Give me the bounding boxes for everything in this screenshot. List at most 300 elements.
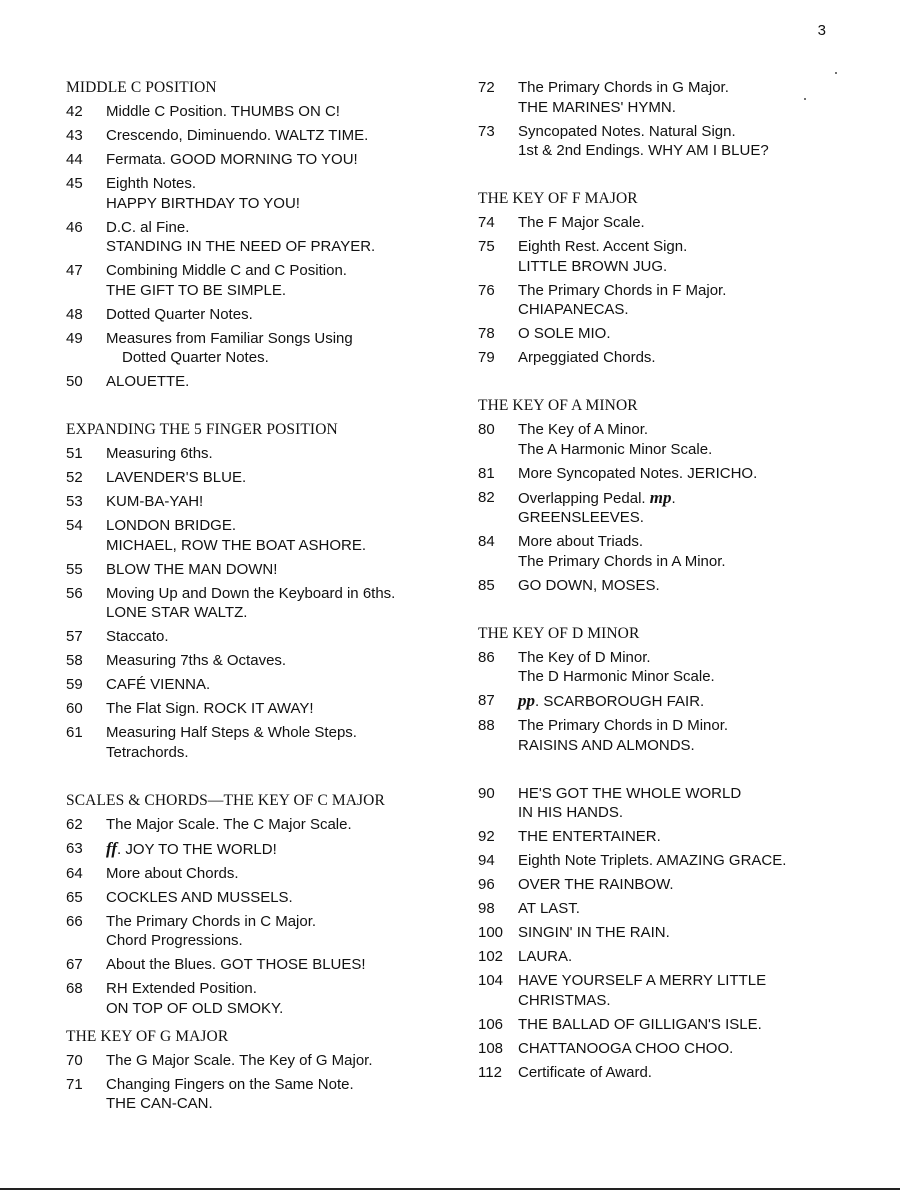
section-spacer <box>478 165 878 189</box>
section-spacer <box>66 396 461 420</box>
lesson-title-text: More Syncopated Notes. JERICHO. <box>518 464 758 482</box>
contents-entry <box>66 218 461 257</box>
lesson-page-number: 96 <box>478 876 495 893</box>
lesson-title-text: Syncopated Notes. Natural Sign. <box>518 122 736 140</box>
contents-entry <box>478 899 878 919</box>
lesson-page-number: 79 <box>478 349 495 366</box>
lesson-title-text: The D Harmonic Minor Scale. <box>518 668 715 685</box>
contents-entry <box>478 237 878 276</box>
lesson-title-line <box>518 488 878 509</box>
lesson-title-line <box>106 444 461 464</box>
lesson-title-text: 1st & 2nd Endings. WHY AM I BLUE? <box>518 142 769 159</box>
lesson-title-text: Changing Fingers on the Same Note. <box>106 1075 354 1093</box>
lesson-title-line <box>518 281 878 301</box>
lesson-page-number: 48 <box>66 305 83 323</box>
lesson-title <box>518 576 878 596</box>
lesson-page-number: 59 <box>66 676 83 693</box>
contents-entry <box>66 651 461 671</box>
contents-entry <box>478 532 878 571</box>
lesson-title <box>106 218 461 257</box>
lesson-title-line <box>518 667 878 687</box>
lesson-title-text: ON TOP OF OLD SMOKY. <box>106 999 284 1017</box>
lesson-title-line <box>518 420 878 440</box>
lesson-page-number: 82 <box>478 488 495 506</box>
lesson-title-text: The Primary Chords in A Minor. <box>518 552 726 570</box>
lesson-title <box>518 691 878 712</box>
lesson-title-line <box>518 141 878 161</box>
lesson-title <box>106 516 461 555</box>
lesson-title-text: RAISINS AND ALMONDS. <box>518 736 695 754</box>
lesson-title-line <box>106 651 461 671</box>
lesson-title <box>518 1063 878 1083</box>
lesson-page-number: 90 <box>478 784 495 802</box>
lesson-title <box>518 1015 878 1035</box>
contents-entry <box>66 675 461 695</box>
lesson-title <box>106 492 461 512</box>
lesson-title-text: LAURA. <box>518 948 573 965</box>
lesson-title-text: The A Harmonic Minor Scale. <box>518 440 713 458</box>
lesson-title <box>106 651 461 671</box>
lesson-page-number: 104 <box>478 972 504 989</box>
lesson-title-text: O SOLE MIO. <box>518 325 611 342</box>
lesson-page-number: 102 <box>478 948 504 965</box>
contents-entry <box>478 348 878 368</box>
contents-entry <box>66 699 461 719</box>
lesson-title <box>518 851 878 871</box>
contents-entry <box>66 492 461 512</box>
lesson-title-line <box>518 1015 878 1035</box>
lesson-title <box>106 1051 461 1071</box>
lesson-title <box>518 122 878 161</box>
lesson-title <box>106 864 461 884</box>
lesson-title-line <box>106 955 461 975</box>
contents-entry <box>66 912 461 951</box>
lesson-title-line <box>106 468 461 488</box>
contents-entry <box>66 150 461 170</box>
lesson-title-line <box>106 305 461 325</box>
lesson-title <box>518 1039 878 1059</box>
lesson-title-line <box>106 102 461 122</box>
contents-entry <box>478 923 878 943</box>
lesson-title-line <box>106 237 461 257</box>
contents-entry <box>478 78 878 117</box>
lesson-title-text: The Major Scale. The C Major Scale. <box>106 815 352 833</box>
dynamic-marking: mp <box>649 487 672 507</box>
contents-entry <box>66 560 461 580</box>
lesson-title-text: More about Triads. <box>518 533 644 550</box>
lesson-title-line <box>106 603 461 623</box>
lesson-title-text: GO DOWN, MOSES. <box>518 576 660 594</box>
lesson-page-number: 58 <box>66 652 83 669</box>
lesson-page-number: 62 <box>66 815 83 833</box>
lesson-title <box>106 468 461 488</box>
lesson-page-number: 43 <box>66 127 83 144</box>
contents-column-left <box>66 78 461 1118</box>
lesson-title-line <box>106 864 461 884</box>
lesson-title-text: CHRISTMAS. <box>518 991 611 1009</box>
lesson-title-line <box>106 492 461 512</box>
contents-entry <box>66 864 461 884</box>
lesson-page-number: 47 <box>66 262 83 279</box>
lesson-title-text: Measuring 6ths. <box>106 445 213 462</box>
lesson-title-line <box>518 122 878 142</box>
lesson-title-text: Staccato. <box>106 628 169 645</box>
lesson-page-number: 84 <box>478 533 495 550</box>
lesson-title-line <box>518 923 878 943</box>
lesson-title <box>518 348 878 368</box>
section-heading: THE KEY OF F MAJOR <box>478 190 638 207</box>
contents-entry <box>66 723 461 762</box>
lesson-title-line <box>518 464 878 484</box>
lesson-page-number: 56 <box>66 584 83 602</box>
lesson-title-line <box>518 532 878 552</box>
lesson-title <box>518 213 878 233</box>
lesson-title-text: THE GIFT TO BE SIMPLE. <box>106 281 287 299</box>
page-number: 3 <box>817 22 826 39</box>
lesson-page-number: 74 <box>478 214 495 231</box>
contents-entry <box>66 102 461 122</box>
lesson-title <box>106 1075 461 1114</box>
contents-entry <box>66 174 461 213</box>
lesson-title-text: ALOUETTE. <box>106 373 190 390</box>
lesson-title-line <box>518 552 878 572</box>
contents-entry <box>66 815 461 835</box>
lesson-page-number: 49 <box>66 329 83 347</box>
contents-entry <box>66 1075 461 1114</box>
lesson-title-text: Overlapping Pedal. <box>518 489 646 507</box>
lesson-title-text: The F Major Scale. <box>518 214 645 231</box>
contents-column-right <box>478 78 878 1087</box>
section-heading: MIDDLE C POSITION <box>66 79 217 96</box>
lesson-title-line <box>106 627 461 647</box>
lesson-title-text: LITTLE BROWN JUG. <box>518 257 668 275</box>
lesson-title-text: The Primary Chords in G Major. <box>518 79 729 96</box>
lesson-title-text: Certificate of Award. <box>518 1063 652 1081</box>
contents-entry <box>478 716 878 755</box>
lesson-page-number: 52 <box>66 469 83 486</box>
lesson-title-line <box>106 174 461 194</box>
lesson-page-number: 112 <box>478 1063 502 1081</box>
scan-speck <box>804 98 806 100</box>
lesson-title <box>518 324 878 344</box>
lesson-title <box>518 237 878 276</box>
contents-entry <box>66 261 461 300</box>
lesson-title-line <box>106 372 461 392</box>
lesson-title-text: . SCARBOROUGH FAIR. <box>535 693 705 710</box>
lesson-title-text: Dotted Quarter Notes. <box>106 305 253 323</box>
contents-entry <box>478 691 878 712</box>
lesson-title-line <box>106 560 461 580</box>
lesson-title-line <box>106 888 461 908</box>
contents-entry <box>478 971 878 1010</box>
scan-speck <box>835 72 837 74</box>
lesson-title-text: COCKLES AND MUSSELS. <box>106 888 293 906</box>
lesson-title-text: Arpeggiated Chords. <box>518 349 656 366</box>
contents-entry <box>478 213 878 233</box>
lesson-title-line <box>518 691 878 712</box>
section-heading: THE KEY OF D MINOR <box>478 624 640 642</box>
lesson-page-number: 64 <box>66 864 83 882</box>
lesson-title-line <box>518 576 878 596</box>
lesson-title <box>518 923 878 943</box>
lesson-title-line <box>518 899 878 919</box>
lesson-title-line <box>106 150 461 170</box>
lesson-page-number: 78 <box>478 325 495 342</box>
contents-entry <box>66 372 461 392</box>
lesson-title <box>106 912 461 951</box>
lesson-page-number: 63 <box>66 839 83 857</box>
lesson-title-text: The Key of A Minor. <box>518 421 649 438</box>
lesson-title-text: OVER THE RAINBOW. <box>518 876 674 893</box>
page-edge-line <box>0 1188 900 1190</box>
lesson-page-number: 65 <box>66 888 83 906</box>
lesson-title-line <box>106 1094 461 1114</box>
lesson-title <box>106 174 461 213</box>
lesson-title <box>106 444 461 464</box>
contents-entry <box>478 1039 878 1059</box>
contents-entry <box>66 955 461 975</box>
lesson-title-line <box>106 1075 461 1095</box>
lesson-title-text: More about Chords. <box>106 864 239 882</box>
lesson-title-text: THE BALLAD OF GILLIGAN'S ISLE. <box>518 1015 762 1033</box>
contents-entry <box>478 784 878 823</box>
contents-entry <box>478 488 878 528</box>
lesson-title-line <box>106 723 461 743</box>
lesson-page-number: 72 <box>478 79 495 96</box>
contents-entry <box>66 468 461 488</box>
lesson-title <box>106 560 461 580</box>
lesson-title-line <box>518 648 878 668</box>
lesson-title-text: Measures from Familiar Songs Using <box>106 329 353 347</box>
lesson-title-text: Moving Up and Down the Keyboard in 6ths. <box>106 584 396 602</box>
section-spacer <box>66 767 461 791</box>
lesson-title-line <box>518 440 878 460</box>
lesson-page-number: 42 <box>66 103 83 120</box>
lesson-title <box>518 875 878 895</box>
lesson-title <box>106 305 461 325</box>
lesson-title <box>106 888 461 908</box>
lesson-title-line <box>106 126 461 146</box>
lesson-title-line <box>518 1063 878 1083</box>
contents-entry <box>478 576 878 596</box>
lesson-title-text: LONDON BRIDGE. <box>106 517 237 534</box>
lesson-page-number: 68 <box>66 980 83 997</box>
lesson-page-number: 50 <box>66 373 83 390</box>
lesson-title-text: THE CAN-CAN. <box>106 1095 213 1112</box>
lesson-title-line <box>106 1051 461 1071</box>
lesson-title-line <box>106 675 461 695</box>
lesson-page-number: 75 <box>478 238 495 255</box>
lesson-title <box>518 281 878 320</box>
lesson-title-line <box>518 875 878 895</box>
lesson-page-number: 92 <box>478 828 495 845</box>
lesson-page-number: 98 <box>478 900 495 917</box>
lesson-title-line <box>518 851 878 871</box>
lesson-title-line <box>518 348 878 368</box>
lesson-page-number: 76 <box>478 281 495 299</box>
contents-entry <box>478 947 878 967</box>
lesson-title-line <box>518 736 878 756</box>
contents-entry <box>66 839 461 860</box>
lesson-title-line <box>106 536 461 556</box>
lesson-title-line <box>518 971 878 991</box>
lesson-title-line <box>518 716 878 736</box>
lesson-title-text: Combining Middle C and C Position. <box>106 262 347 279</box>
dynamic-suffix: . <box>671 489 676 507</box>
section-heading: THE KEY OF G MAJOR <box>66 1027 229 1045</box>
lesson-page-number: 51 <box>66 445 83 462</box>
lesson-title-text: Measuring Half Steps & Whole Steps. <box>106 724 357 741</box>
lesson-title-line <box>518 78 878 98</box>
lesson-title-line <box>518 827 878 847</box>
lesson-page-number: 100 <box>478 924 504 941</box>
lesson-title-text: CHIAPANECAS. <box>518 301 629 318</box>
lesson-page-number: 106 <box>478 1015 504 1033</box>
dynamic-marking: pp <box>518 691 535 710</box>
lesson-page-number: 71 <box>66 1075 83 1093</box>
lesson-title <box>518 648 878 687</box>
lesson-title <box>518 827 878 847</box>
lesson-page-number: 61 <box>66 724 83 741</box>
contents-entry <box>66 627 461 647</box>
contents-entry <box>478 851 878 871</box>
contents-entry <box>478 464 878 484</box>
lesson-title-text: The Primary Chords in C Major. <box>106 912 317 930</box>
lesson-title-text: Eighth Rest. Accent Sign. <box>518 238 688 255</box>
lesson-title-line <box>518 784 878 804</box>
lesson-title <box>106 723 461 762</box>
contents-entry <box>66 305 461 325</box>
lesson-page-number: 94 <box>478 852 495 869</box>
lesson-title-line <box>106 815 461 835</box>
lesson-title-line <box>106 912 461 932</box>
lesson-title-text: LONE STAR WALTZ. <box>106 604 248 621</box>
contents-entry <box>66 979 461 1018</box>
section-spacer <box>478 372 878 396</box>
lesson-title <box>518 971 878 1010</box>
lesson-title-text: BLOW THE MAN DOWN! <box>106 560 278 578</box>
lesson-title <box>106 627 461 647</box>
contents-entry <box>66 516 461 555</box>
lesson-page-number: 44 <box>66 151 83 168</box>
lesson-title-text: RH Extended Position. <box>106 980 257 997</box>
lesson-title-text: The Primary Chords in F Major. <box>518 281 727 299</box>
lesson-page-number: 60 <box>66 700 83 717</box>
lesson-title <box>518 464 878 484</box>
lesson-title-line <box>518 257 878 277</box>
lesson-title <box>518 784 878 823</box>
contents-entry <box>66 444 461 464</box>
lesson-page-number: 81 <box>478 464 495 482</box>
lesson-title-text: HAVE YOURSELF A MERRY LITTLE <box>518 972 767 989</box>
lesson-page-number: 53 <box>66 493 83 510</box>
lesson-title-line <box>106 281 461 301</box>
lesson-title-text: HE'S GOT THE WHOLE WORLD <box>518 784 742 802</box>
lesson-title <box>518 78 878 117</box>
lesson-title-line <box>106 348 461 368</box>
lesson-title <box>106 329 461 368</box>
lesson-title-line <box>518 947 878 967</box>
lesson-title <box>106 102 461 122</box>
lesson-title-text: CAFÉ VIENNA. <box>106 676 211 693</box>
lesson-title-text: Chord Progressions. <box>106 932 243 949</box>
lesson-title-text: CHATTANOOGA CHOO CHOO. <box>518 1039 734 1057</box>
lesson-title-text: The G Major Scale. The Key of G Major. <box>106 1051 373 1069</box>
lesson-title-text: AT LAST. <box>518 900 580 917</box>
lesson-title <box>106 150 461 170</box>
lesson-title-line <box>106 931 461 951</box>
lesson-title-text: Tetrachords. <box>106 743 189 761</box>
contents-entry <box>478 875 878 895</box>
lesson-title-text: SINGIN' IN THE RAIN. <box>518 924 670 941</box>
lesson-title-text: Dotted Quarter Notes. <box>122 349 269 366</box>
lesson-title-line <box>518 324 878 344</box>
contents-entry <box>66 1051 461 1071</box>
lesson-title-text: Measuring 7ths & Octaves. <box>106 652 287 669</box>
contents-entry <box>66 329 461 368</box>
section-heading: EXPANDING THE 5 FINGER POSITION <box>66 421 338 438</box>
lesson-title-line <box>518 300 878 320</box>
lesson-title-text: The Primary Chords in D Minor. <box>518 717 729 734</box>
lesson-title-line <box>106 194 461 214</box>
lesson-title <box>106 839 461 860</box>
lesson-title <box>518 420 878 459</box>
lesson-page-number: 108 <box>478 1039 504 1057</box>
lesson-title-text: THE ENTERTAINER. <box>518 828 661 845</box>
lesson-title <box>518 488 878 528</box>
section-spacer <box>478 600 878 624</box>
lesson-title-text: Eighth Note Triplets. AMAZING GRACE. <box>518 852 787 869</box>
lesson-title-line <box>518 237 878 257</box>
lesson-page-number: 66 <box>66 912 83 930</box>
lesson-title <box>518 532 878 571</box>
lesson-page-number: 55 <box>66 560 83 578</box>
lesson-title <box>106 699 461 719</box>
lesson-page-number: 87 <box>478 692 495 709</box>
lesson-title-text: THE MARINES' HYMN. <box>518 98 676 116</box>
lesson-title-line <box>106 261 461 281</box>
lesson-title-line <box>518 803 878 823</box>
section-spacer <box>478 760 878 784</box>
lesson-page-number: 57 <box>66 628 83 645</box>
lesson-title-text: The Key of D Minor. <box>518 648 651 666</box>
lesson-title <box>106 955 461 975</box>
lesson-title-line <box>106 329 461 349</box>
lesson-title-text: LAVENDER'S BLUE. <box>106 469 247 486</box>
contents-entry <box>478 1063 878 1083</box>
lesson-page-number: 70 <box>66 1051 83 1069</box>
lesson-title-text: IN HIS HANDS. <box>518 804 624 821</box>
lesson-title-line <box>518 991 878 1011</box>
lesson-title-line <box>106 516 461 536</box>
contents-entry <box>478 281 878 320</box>
lesson-title-line <box>106 743 461 763</box>
lesson-page-number: 45 <box>66 175 83 192</box>
lesson-title-line <box>106 699 461 719</box>
lesson-title-line <box>106 584 461 604</box>
lesson-title <box>106 584 461 623</box>
contents-entry <box>478 122 878 161</box>
lesson-page-number: 86 <box>478 648 495 666</box>
section-heading: THE KEY OF A MINOR <box>478 397 638 414</box>
lesson-title-line <box>106 218 461 238</box>
lesson-page-number: 88 <box>478 717 495 734</box>
contents-entry <box>66 584 461 623</box>
lesson-title-text: D.C. al Fine. <box>106 218 190 236</box>
lesson-page-number: 46 <box>66 218 83 236</box>
lesson-page-number: 67 <box>66 956 83 973</box>
lesson-title-line <box>518 508 878 528</box>
